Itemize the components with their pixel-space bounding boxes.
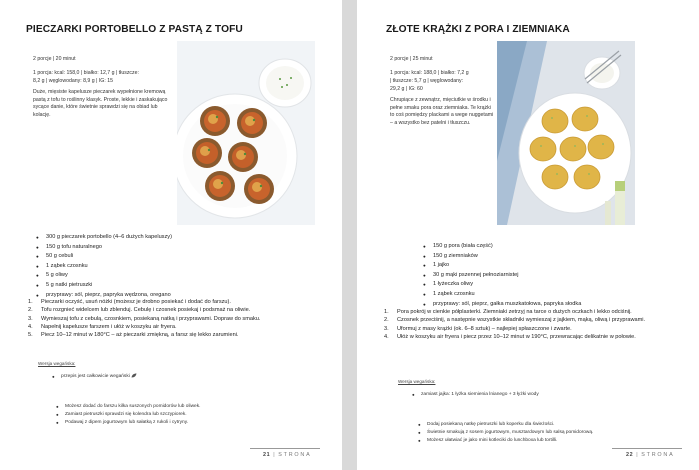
ingredient-item: ● przyprawy: sól, pieprz, gałka muszkatołowa, papryka słodka xyxy=(423,300,581,310)
tips-list xyxy=(418,421,593,445)
ingredient-item: ● 5 g natki pietruszki xyxy=(36,281,172,291)
ingredient-item: ● 30 g mąki pszennej pełnoziarnistej xyxy=(423,271,581,281)
step-item: 2. Tofu rozgnieć widelcem lub zblenduj. Cebulę i czosnek posiekaj i podsmaż na oliwie. xyxy=(28,307,251,314)
ingredient-item: ● 1 ząbek czosnku xyxy=(36,262,172,272)
footer-divider xyxy=(250,448,320,449)
page-number: 21 xyxy=(263,452,271,458)
recipe-photo-stuffed-mushrooms xyxy=(177,41,315,225)
recipe-title: ZŁOTE KRĄŻKI Z PORA I ZIEMNIAKA xyxy=(386,24,570,35)
tip-item: ● Dodaj posiekaną natkę pietruszki lub koperku dla świeżości. xyxy=(418,421,593,429)
page-word: STRONA xyxy=(278,452,312,458)
tips-list xyxy=(56,403,200,427)
left-page xyxy=(0,0,342,470)
nutrition-line-1: 1 porcja: kcal: 158,0 | białko: 12,7 g | tłuszcze: xyxy=(33,70,139,76)
ingredient-item: ● przyprawy: sól, pieprz, papryka wędzona, oregano xyxy=(36,291,172,301)
ingredient-item: ● 1 łyżeczka oliwy xyxy=(423,280,581,290)
recipe-title: PIECZARKI PORTOBELLO Z PASTĄ Z TOFU xyxy=(26,24,243,35)
ingredient-item: ● 1 ząbek czosnku xyxy=(423,290,581,300)
vegan-version-item: ● przepis jest całkowicie wegański xyxy=(52,373,137,381)
tip-item: ● Możesz dodać do farszu kilka suszonych pomidorów lub oliwek. xyxy=(56,403,200,411)
right-page xyxy=(357,0,699,470)
portions-time: 2 porcje | 20 minut xyxy=(33,56,76,62)
page-footer: 21 | STRONA xyxy=(263,452,312,458)
step-item: 3. Uformuj z masy krążki (ok. 6–8 sztuk) – najlepiej spłaszczone i zwarte. xyxy=(384,325,572,332)
page-number: 22 xyxy=(626,452,634,458)
vegan-version-list xyxy=(412,391,539,399)
ingredient-item: ● 150 g tofu naturalnego xyxy=(36,243,172,253)
nutrition-line-2: 8,2 g | węglowodany: 8,9 g | IG: 15 xyxy=(33,78,113,84)
ingredient-item: ● 5 g oliwy xyxy=(36,271,172,281)
page-footer: 22 | STRONA xyxy=(626,452,675,458)
recipe-photo-leek-potato-patties xyxy=(497,41,635,225)
leaf-icon xyxy=(131,373,137,378)
nutrition-line-2: | tłuszcze: 5,7 g | węglowodany: xyxy=(390,78,464,84)
ingredient-item: ● 150 g ziemniaków xyxy=(423,252,581,262)
vegan-version-label: Wersja wegańska: xyxy=(398,379,436,384)
tip-item: ● Możesz ułatwiać je jako mini kotleciki do lunchboxa lub tortilli. xyxy=(418,437,593,445)
ingredients-list xyxy=(36,233,172,300)
step-item: 4. Ułóż w koszyku air fryera i piecz przez 10–12 minut w 190°C, przewracając delikatnie w połowie. xyxy=(384,333,636,340)
step-item: 1. Pieczarki oczyść, usuń nóżki (możesz je drobno posiekać i dodać do farszu). xyxy=(28,299,231,305)
step-item: 2. Czosnek przeciśnij, a następnie wszystkie składniki wymieszaj z jajkiem, mąką, oliwą i przyprawami. xyxy=(384,317,646,324)
ingredient-item: ● 300 g pieczarek portobello (4–6 dużych kapeluszy) xyxy=(36,233,172,243)
tip-item: ● Podawaj z dipem jogurtowym lub sałatką z rukoli i cytryny. xyxy=(56,419,200,427)
step-item: 5. Piecz 10–12 minut w 180°C – aż pieczarki zmiękną, a farsz się lekko zarumieni. xyxy=(28,332,239,339)
portions-time: 2 porcje | 25 minut xyxy=(390,56,433,62)
step-item: 4. Napełnij kapelusze farszem i ułóż w koszyku air fryera. xyxy=(28,323,177,330)
ingredient-item: ● 1 jajko xyxy=(423,261,581,271)
steps-list xyxy=(28,298,312,339)
vegan-version-list xyxy=(52,373,137,381)
step-item: 3. Wymieszaj tofu z cebulą, czosnkiem, posiekaną natką i przyprawami. Dopraw do smaku. xyxy=(28,315,261,322)
vegan-version-item: ● zamiast jajka: 1 łyżka siemienia lnianego + 3 łyżki wody xyxy=(412,391,539,399)
step-item: 1. Pora pokrój w cienkie półplasterki. Ziemniaki zetrzyj na tarce o dużych oczkach i lekko odciśnij. xyxy=(384,309,632,315)
nutrition-line-3: 29,2 g | IG: 60 xyxy=(390,86,423,92)
footer-divider xyxy=(612,448,682,449)
steps-list xyxy=(384,308,678,341)
recipe-description: Chrupiące z zewnątrz, mięciutkie w środku i pełne smaku pora oraz ziemniaka. Te krążki to coś pomiędzy plackami a wege nuggetami – a wszystko bez patelni i tłuszczu. xyxy=(390,97,494,126)
ingredient-item: ● 50 g cebuli xyxy=(36,252,172,262)
nutrition-line-1: 1 porcja: kcal: 188,0 | białko: 7,2 g xyxy=(390,70,469,76)
page-word: STRONA xyxy=(641,452,675,458)
ingredients-list xyxy=(423,242,581,309)
vegan-version-label: Wersja wegańska: xyxy=(38,361,76,366)
tip-item: ● Świetnie smakują z sosem jogurtowym, musztardowym lub salsą pomidorową. xyxy=(418,429,593,437)
ingredient-item: ● 150 g pora (biała część) xyxy=(423,242,581,252)
tip-item: ● Zamiast pietruszki sprawdzi się kolendra lub szczypiorek. xyxy=(56,411,200,419)
recipe-description: Duże, mięsiste kapelusze pieczarek wypełnione kremową pastą z tofu to roślinny klasyk. Proste, lekkie i zaskakująco sycące danie, które świetnie sprawdzi się na obiad lub kolację. xyxy=(33,89,168,118)
